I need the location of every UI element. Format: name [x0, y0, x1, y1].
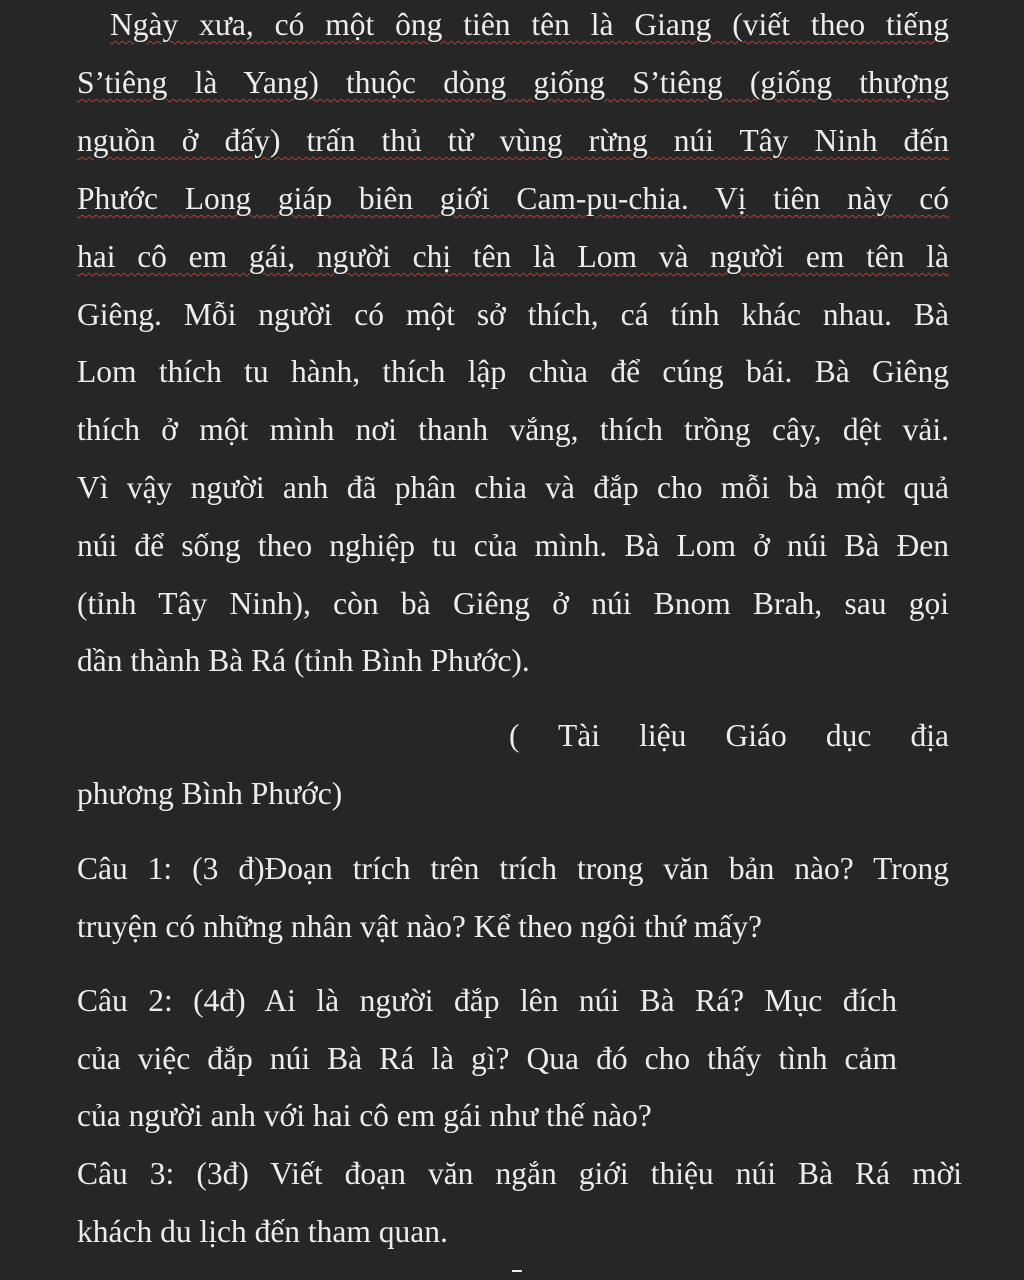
question-3: khách du lịch đến tham quan.	[77, 1214, 448, 1249]
source-citation: ( Tài liệu Giáo dục địa	[509, 718, 949, 753]
source-citation: phương Bình Phước)	[77, 776, 343, 811]
question-2: Câu 2: (4đ) Ai là người đắp lên núi Bà Rá? Mục đích	[77, 983, 897, 1018]
question-1: Câu 1: (3 đ)Đoạn trích trên trích trong văn bản nào? Trong	[77, 851, 949, 886]
question-3: Câu 3: (3đ) Viết đoạn văn ngắn giới thiệu núi Bà Rá mời	[77, 1156, 962, 1191]
passage-line: Vì vậy người anh đã phân chia và đắp cho mỗi bà một quả	[77, 470, 949, 505]
passage-line: S’tiêng là Yang) thuộc dòng giống S’tiêng (giống thượng	[77, 65, 949, 100]
passage-line: Phước Long giáp biên giới Cam-pu-chia. Vị tiên này có	[77, 181, 949, 216]
passage-line: dần thành Bà Rá (tỉnh Bình Phước).	[77, 643, 530, 678]
question-1: truyện có những nhân vật nào? Kể theo ngôi thứ mấy?	[77, 909, 762, 944]
passage-line: Ngày xưa, có một ông tiên tên là Giang (viết theo tiếng	[110, 7, 949, 42]
passage-line: Lom thích tu hành, thích lập chùa để cúng bái. Bà Giêng	[77, 354, 949, 389]
passage-line: Giêng. Mỗi người có một sở thích, cá tính khác nhau. Bà	[77, 297, 949, 332]
question-2: của việc đắp núi Bà Rá là gì? Qua đó cho thấy tình cảm	[77, 1041, 897, 1076]
question-2: của người anh với hai cô em gái như thế nào?	[77, 1098, 652, 1133]
passage-line: (tỉnh Tây Ninh), còn bà Giêng ở núi Bnom Brah, sau gọi	[77, 586, 949, 621]
passage-line: thích ở một mình nơi thanh vắng, thích trồng cây, dệt vải.	[77, 412, 949, 447]
passage-line: núi để sống theo nghiệp tu của mình. Bà Lom ở núi Bà Đen	[77, 528, 949, 563]
passage-line: nguồn ở đấy) trấn thủ từ vùng rừng núi Tây Ninh đến	[77, 123, 949, 158]
cut-off-glyph	[512, 1270, 522, 1275]
passage-line: hai cô em gái, người chị tên là Lom và người em tên là	[77, 239, 949, 274]
